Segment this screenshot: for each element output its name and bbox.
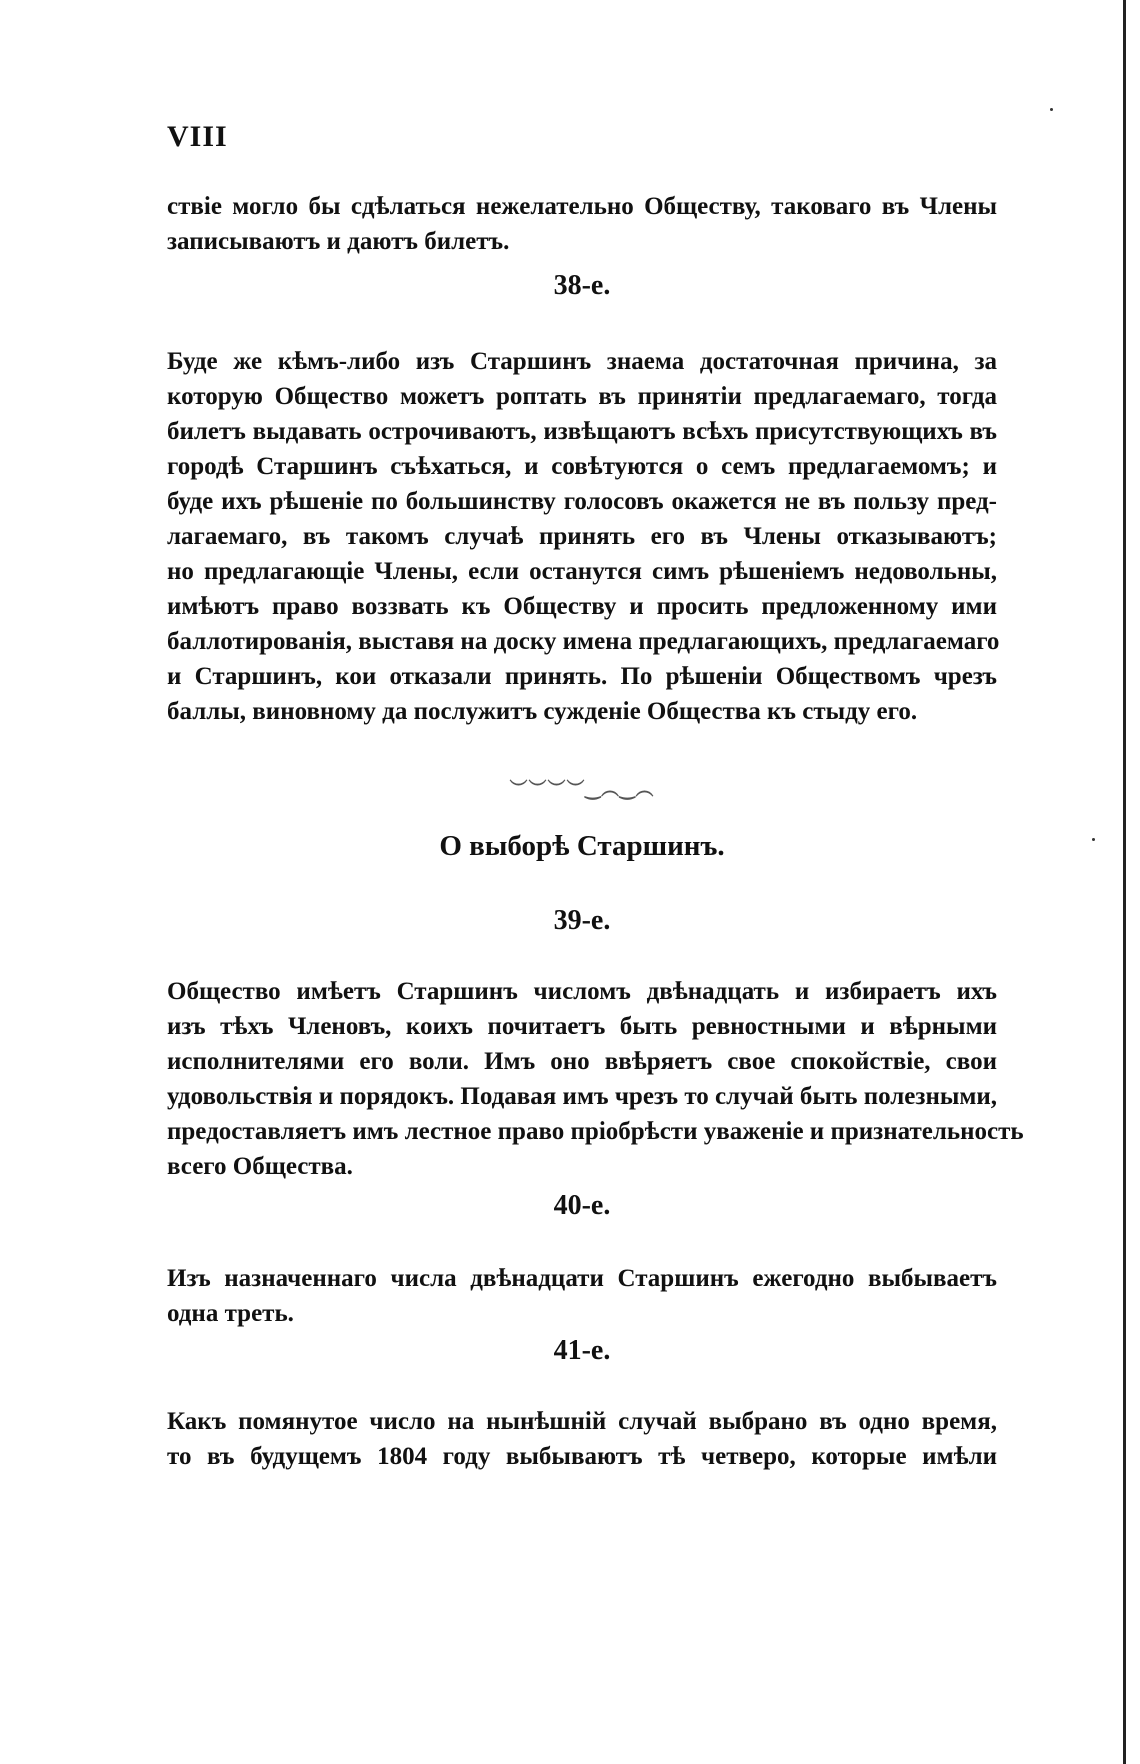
- text-line: но предлагающіе Члены, если останутся симъ рѣшеніемъ недовольны,: [167, 558, 997, 585]
- text-line: которую Общество можетъ роптать въ принятіи предлагаемаго, тогда: [167, 383, 997, 410]
- text-line: билетъ выдавать острочиваютъ, извѣщаютъ всѣхъ присутствующихъ въ: [167, 418, 997, 445]
- article-number-39: 39-е.: [553, 905, 611, 936]
- text-line: всего Общества.: [167, 1153, 353, 1180]
- text-line: Изъ назначеннаго числа двѣнадцати Старшинъ ежегодно выбываетъ: [167, 1265, 997, 1292]
- text-line: изъ тѣхъ Членовъ, коихъ почитаетъ быть ревностными и вѣрными: [167, 1013, 997, 1040]
- article-number-38: 38-е.: [553, 270, 611, 301]
- text-line: Какъ помянутое число на нынѣшній случай выбрано въ одно время,: [167, 1408, 997, 1435]
- text-line: баллы, виновному да послужитъ сужденіе Общества къ стыду его.: [167, 698, 918, 725]
- text-line: удовольствія и порядокъ. Подавая имъ чрезъ то случай быть полезными,: [167, 1083, 998, 1110]
- text-line: одна треть.: [167, 1300, 294, 1327]
- text-line: ствіе могло бы сдѣлаться нежелательно Обществу, таковаго въ Члены: [167, 193, 997, 220]
- text-line: то въ будущемъ 1804 году выбываютъ тѣ четверо, которые имѣли: [167, 1443, 997, 1470]
- section-title: О выборѣ Старшинъ.: [439, 830, 725, 862]
- text-line: исполнителями его воли. Имъ оно ввѣряетъ свое спокойствіе, свои: [167, 1048, 997, 1075]
- ornament-divider: ︶︶︶︶‿︵‿︵: [509, 779, 655, 799]
- text-line: буде ихъ рѣшеніе по большинству голосовъ окажется не въ пользу пред-: [167, 488, 997, 515]
- scan-speck: [1092, 838, 1095, 841]
- text-line: предоставляетъ имъ лестное право пріобрѣсти уваженіе и признательность: [167, 1118, 1024, 1145]
- text-line: Буде же кѣмъ-либо изъ Старшинъ знаема достаточная причина, за: [167, 348, 997, 375]
- text-line: записываютъ и даютъ билетъ.: [167, 228, 510, 255]
- text-line: лагаемаго, въ такомъ случаѣ принять его въ Члены отказываютъ;: [167, 523, 997, 550]
- page-edge-mark: [1123, 0, 1126, 1764]
- article-number-41: 41-е.: [553, 1335, 611, 1366]
- text-line: городѣ Старшинъ съѣхаться, и совѣтуются о семъ предлагаемомъ; и: [167, 453, 997, 480]
- text-line: Общество имѣетъ Старшинъ числомъ двѣнадцать и избираетъ ихъ: [167, 978, 997, 1005]
- text-line: имѣютъ право воззвать къ Обществу и просить предложенному ими: [167, 593, 997, 620]
- text-line: и Старшинъ, кои отказали принять. По рѣшеніи Обществомъ чрезъ: [167, 663, 997, 690]
- text-line: баллотированія, выставя на доску имена предлагающихъ, предлагаемаго: [167, 628, 1000, 655]
- scan-speck: [1050, 108, 1053, 111]
- page-number: VIII: [167, 120, 228, 153]
- article-number-40: 40-е.: [553, 1190, 611, 1221]
